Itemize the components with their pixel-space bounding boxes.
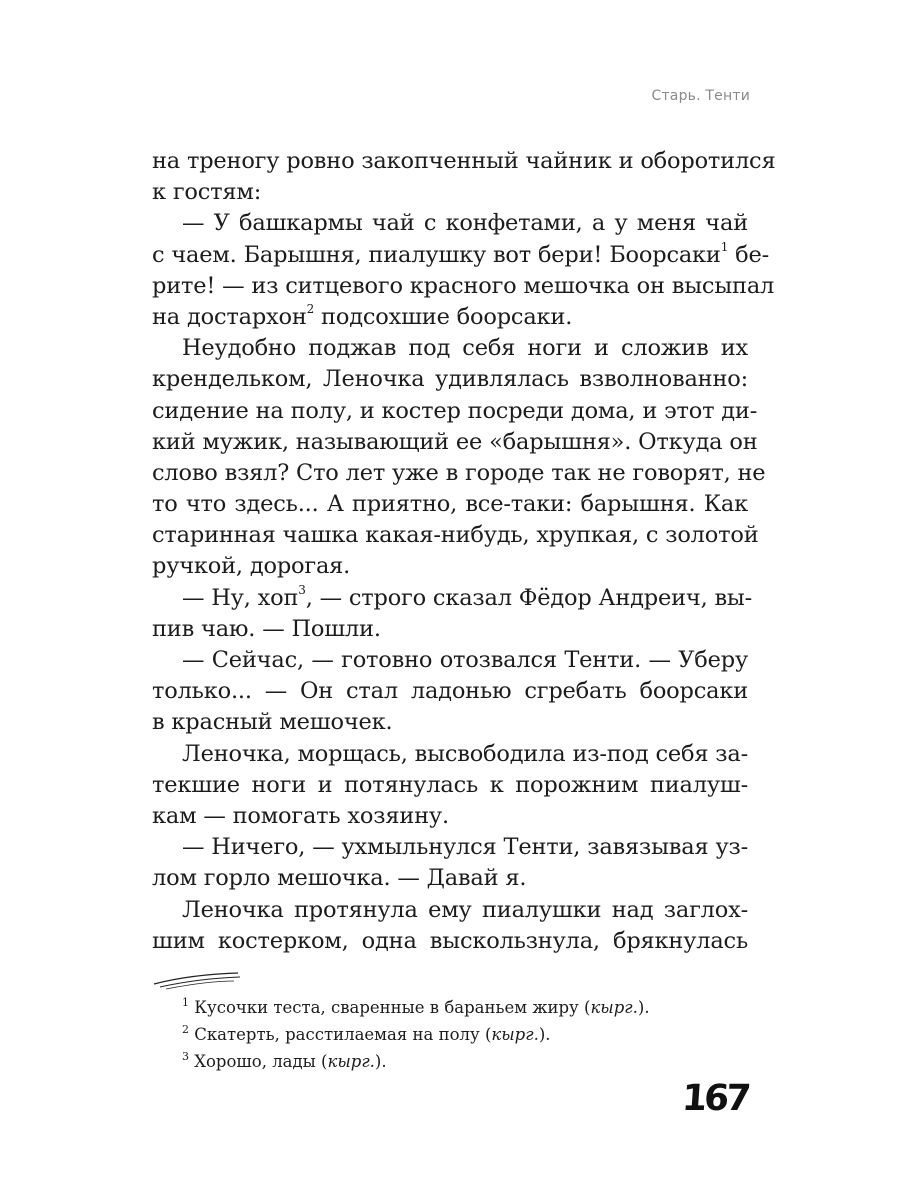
text-line: старинная чашка какая-нибудь, хрупкая, с золотой (152, 522, 759, 549)
text-line: пив чаю. — Пошли. (152, 615, 381, 642)
text-line: — У башкармы чай с конфетами, а у меня чай (182, 210, 748, 237)
footnote-number: 2 (182, 1022, 189, 1036)
text-line: лом горло мешочка. — Давай я. (152, 865, 527, 892)
text-segment: с чаем. Барышня, пиалушку вот бери! Боорсаки (152, 241, 721, 268)
footnote-abbr: кырг. (491, 1025, 539, 1044)
text-segment: , — строго сказал Фёдор Андреич, вы- (305, 584, 753, 611)
text-segment: на достархон (152, 303, 307, 330)
text-line: текшие ноги и потянулась к порожним пиалуш- (152, 771, 748, 798)
footnote-abbr: кырг. (327, 1052, 375, 1071)
text-line: Неудобно поджав под себя ноги и сложив их (182, 335, 748, 362)
text-line: к гостям: (152, 179, 262, 206)
footnote (182, 1021, 742, 1048)
text-line: кам — помогать хозяину. (152, 802, 449, 829)
text-line: ручкой, дорогая. (152, 553, 351, 580)
text-line: слово взял? Сто лет уже в городе так не говорят, не (152, 459, 766, 486)
text-line: то что здесь... А приятно, все-таки: барышня. Как (152, 491, 748, 518)
running-title: Старь. Тенти (651, 88, 750, 104)
text-line: кий мужик, называющий ее «барышня». Откуда он (152, 428, 758, 455)
text-line: Леночка протянула ему пиалушки над заглох- (182, 896, 748, 923)
footnote-divider-flourish (152, 968, 242, 990)
text-segment: бе- (728, 241, 769, 268)
text-line: — Сейчас, — готовно отозвался Тенти. — Уберу (182, 647, 748, 673)
footnote-ref: 3 (298, 583, 306, 598)
text-line: рите! — из ситцевого красного мешочка он высыпал (152, 272, 775, 299)
text-segment: подсохшие боорсаки. (314, 303, 573, 330)
text-line (152, 240, 769, 271)
text-line: сидение на полу, и костер посреди дома, и этот ди- (152, 397, 758, 424)
footnotes (182, 994, 742, 1075)
footnote-ref: 2 (306, 302, 315, 317)
footnote-close: ). (374, 1052, 387, 1071)
text-line: на треногу ровно закопченный чайник и оборотился (152, 148, 776, 174)
text-line: шим костерком, одна выскользнула, брякнулась (152, 927, 748, 954)
text-line (152, 302, 748, 333)
text-line: только... — Он стал ладонью сгребать боорсаки (152, 678, 748, 705)
footnote-ref: 1 (720, 240, 729, 255)
page-number: 167 (680, 1078, 750, 1119)
footnote-number: 3 (182, 1049, 189, 1063)
body-text (152, 146, 776, 957)
footnote-number: 1 (182, 995, 189, 1009)
text-line (152, 583, 753, 614)
footnote-close: ). (538, 1025, 551, 1044)
text-segment: — Ну, хоп (182, 584, 299, 611)
text-line: Леночка, морщась, высвободила из-под себя за- (182, 740, 748, 767)
text-line: — Ничего, — ухмыльнулся Тенти, завязывая уз- (182, 834, 748, 861)
footnote-text: Скатерть, расстилаемая на полу ( (194, 1025, 492, 1044)
footnote-close: ). (637, 998, 650, 1017)
footnote (182, 1048, 742, 1075)
text-line: в красный мешочек. (152, 709, 393, 736)
footnote (182, 994, 742, 1021)
footnote-text: Кусочки теста, сваренные в бараньем жиру ( (194, 998, 591, 1017)
footnote-text: Хорошо, лады ( (194, 1052, 328, 1071)
text-line: крендельком, Леночка удивлялась взволнованно: (152, 366, 748, 393)
footnote-abbr: кырг. (590, 998, 638, 1017)
